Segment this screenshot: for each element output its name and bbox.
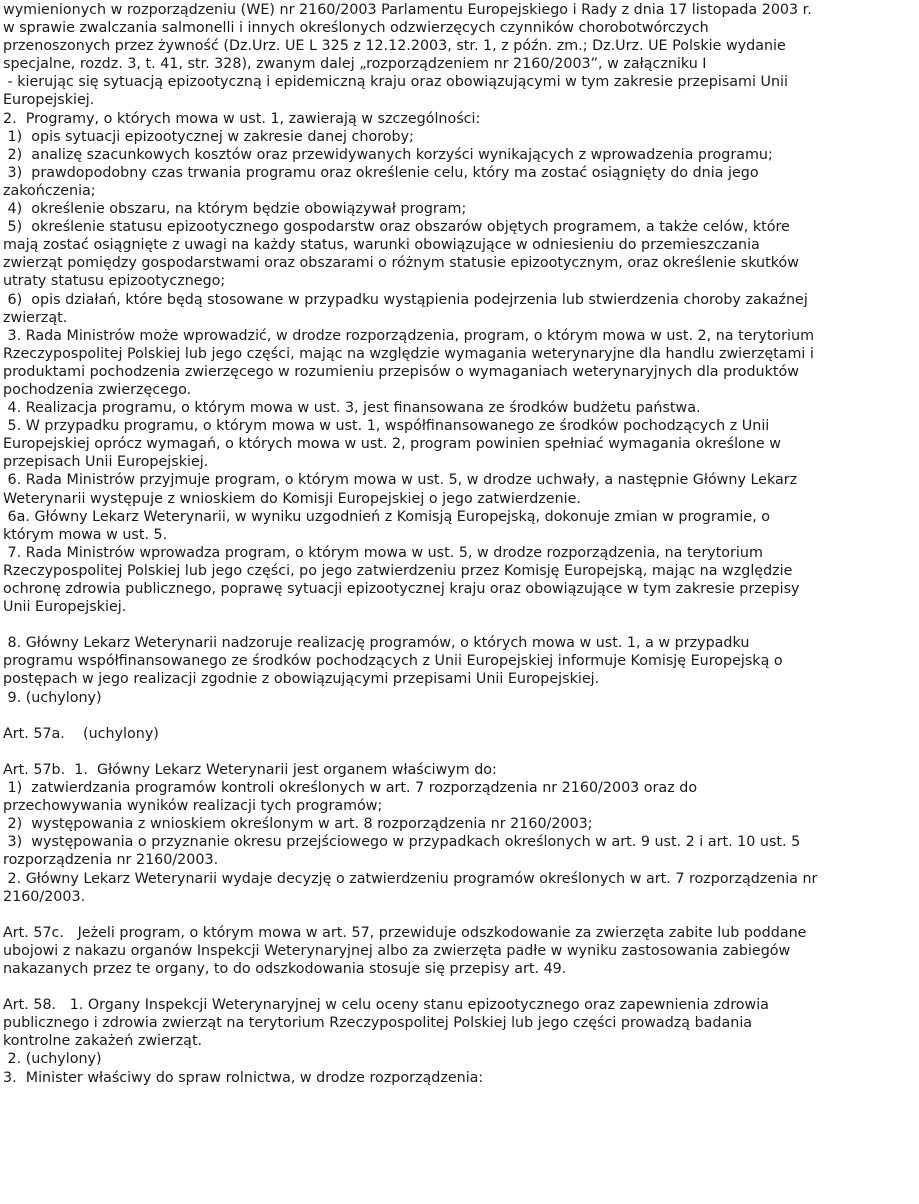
text-line: 3. Minister właściwy do spraw rolnictwa, w drodze rozporządzenia: [3, 1069, 484, 1086]
text-line: 5) określenie statusu epizootycznego gospodarstw oraz obszarów objętych programem, a także celów, które [3, 219, 790, 236]
text-line: Rzeczypospolitej Polskiej lub jego części, po jego zatwierdzeniu przez Komisję Europejską, mając na względzie [3, 562, 793, 579]
text-line: 4) określenie obszaru, na którym będzie obowiązywał program; [3, 201, 467, 218]
text-line [3, 978, 917, 996]
text-line: 2) analizę szacunkowych kosztów oraz przewidywanych korzyści wynikających z wprowadzenia programu; [3, 146, 773, 163]
text-line: Rzeczypospolitej Polskiej lub jego części, mając na względzie wymagania weterynaryjne dla handlu zwierzętami i [3, 345, 814, 362]
text-line: w sprawie zwalczania salmonelli i innych określonych odzwierzęcych czynników chorobotwórczych [3, 20, 709, 37]
document-page [3, 1, 917, 1087]
text-line: utraty statusu epizootycznego; [3, 273, 226, 290]
text-line: publicznego i zdrowia zwierząt na terytorium Rzeczypospolitej Polskiej lub jego części prowadzą badania [3, 1015, 753, 1032]
text-line: wymienionych w rozporządzeniu (WE) nr 2160/2003 Parlamentu Europejskiego i Rady z dnia 17 listopada 2003 r. [3, 2, 812, 18]
text-line: rozporządzenia nr 2160/2003. [3, 852, 219, 869]
text-line: 3) występowania o przyznanie okresu przejściowego w przypadkach określonych w art. 9 ust. 2 i art. 10 ust. 5 [3, 834, 801, 851]
text-line: produktami pochodzenia zwierzęcego w rozumieniu przepisów o wymaganiach weterynaryjnych dla produktów [3, 363, 799, 380]
text-line: 1) zatwierdzania programów kontroli określonych w art. 7 rozporządzenia nr 2160/2003 oraz do [3, 780, 698, 797]
text-line: Art. 57a. (uchylony) [3, 725, 159, 742]
text-line: 7. Rada Ministrów wprowadza program, o którym mowa w ust. 5, w drodze rozporządzenia, na terytorium [3, 544, 763, 561]
text-line: 6) opis działań, które będą stosowane w przypadku wystąpienia podejrzenia lub stwierdzenia choroby zakaźnej [3, 291, 808, 308]
text-line: postępach w jego realizacji zgodnie z obowiązującymi przepisami Unii Europejskiej. [3, 671, 600, 688]
text-line: programu współfinansowanego ze środków pochodzących z Unii Europejskiej informuje Komisję Europejską o [3, 653, 783, 670]
text-line: 3) prawdopodobny czas trwania programu oraz określenie celu, który ma zostać osiągnięty do dnia jego [3, 164, 759, 181]
text-line: 4. Realizacja programu, o którym mowa w ust. 3, jest finansowana ze środków budżetu państwa. [3, 400, 701, 417]
text-line: 8. Główny Lekarz Weterynarii nadzoruje realizację programów, o których mowa w ust. 1, a w przypadku [3, 635, 750, 652]
text-line: 6a. Główny Lekarz Weterynarii, w wyniku uzgodnień z Komisją Europejską, dokonuje zmian w programie, o [3, 508, 771, 525]
text-line: mają zostać osiągnięte z uwagi na każdy status, warunki obowiązujące w odniesieniu do przemieszczania [3, 237, 760, 254]
text-line: przepisach Unii Europejskiej. [3, 454, 209, 471]
text-line: Art. 58. 1. Organy Inspekcji Weterynaryjnej w celu oceny stanu epizootycznego oraz zapewnienia zdrowia [3, 997, 769, 1014]
text-line: Weterynarii występuje z wnioskiem do Komisji Europejskiej o jego zatwierdzenie. [3, 490, 581, 507]
text-line: 6. Rada Ministrów przyjmuje program, o którym mowa w ust. 5, w drodze uchwały, a następnie Główny Lekarz [3, 472, 798, 489]
text-line: którym mowa w ust. 5. [3, 526, 168, 543]
text-line: nakazanych przez te organy, to do odszkodowania stosuje się przepisy art. 49. [3, 960, 567, 977]
text-line: Unii Europejskiej. [3, 599, 127, 616]
text-line: specjalne, rozdz. 3, t. 41, str. 328), zwanym dalej „rozporządzeniem nr 2160/2003”, w załączniku I [3, 56, 707, 73]
text-line: Art. 57c. Jeżeli program, o którym mowa w art. 57, przewiduje odszkodowanie za zwierzęta zabite lub poddane [3, 924, 807, 941]
text-line: 2. (uchylony) [3, 1051, 102, 1068]
text-line: ochronę zdrowia publicznego, poprawę sytuacji epizootycznej kraju oraz obowiązujące w tym zakresie przepisy [3, 581, 800, 597]
text-line: zwierząt. [3, 309, 68, 326]
text-line: przenoszonych przez żywność (Dz.Urz. UE L 325 z 12.12.2003, str. 1, z późn. zm.; Dz.Urz. UE Polskie wydanie [3, 38, 786, 55]
text-line: 2. Programy, o których mowa w ust. 1, zawierają w szczególności: [3, 110, 481, 127]
text-line: - kierując się sytuacją epizootyczną i epidemiczną kraju oraz obowiązującymi w tym zakresie przepisami Unii [3, 74, 788, 91]
text-line: 5. W przypadku programu, o którym mowa w ust. 1, współfinansowanego ze środków pochodzących z Unii [3, 418, 770, 435]
text-line: zwierząt pomiędzy gospodarstwami oraz obszarami o różnym statusie epizootycznym, oraz określenie skutków [3, 255, 799, 272]
text-line [3, 906, 917, 924]
text-line: Europejskiej. [3, 92, 95, 109]
text-line: 1) opis sytuacji epizootycznej w zakresie danej choroby; [3, 128, 414, 145]
text-line: Art. 57b. 1. Główny Lekarz Weterynarii jest organem właściwym do: [3, 761, 497, 778]
text-line: kontrolne zakażeń zwierząt. [3, 1033, 203, 1050]
text-line [3, 616, 917, 634]
text-line: Europejskiej oprócz wymagań, o których mowa w ust. 2, program powinien spełniać wymagania określone w [3, 436, 781, 453]
text-line: 9. (uchylony) [3, 689, 102, 706]
text-line: pochodzenia zwierzęcego. [3, 381, 192, 398]
text-line: 3. Rada Ministrów może wprowadzić, w drodze rozporządzenia, program, o którym mowa w ust. 2, na terytorium [3, 327, 815, 344]
text-line [3, 743, 917, 761]
text-line: zakończenia; [3, 182, 96, 199]
text-line [3, 707, 917, 725]
text-line: 2) występowania z wnioskiem określonym w art. 8 rozporządzenia nr 2160/2003; [3, 816, 593, 833]
text-line: 2. Główny Lekarz Weterynarii wydaje decyzję o zatwierdzeniu programów określonych w art. 7 rozporządzenia nr [3, 870, 818, 887]
text-line: ubojowi z nakazu organów Inspekcji Weterynaryjnej albo za zwierzęta padłe w wyniku zastosowania zabiegów [3, 942, 791, 959]
text-line: przechowywania wyników realizacji tych programów; [3, 798, 383, 815]
text-line: 2160/2003. [3, 888, 86, 905]
